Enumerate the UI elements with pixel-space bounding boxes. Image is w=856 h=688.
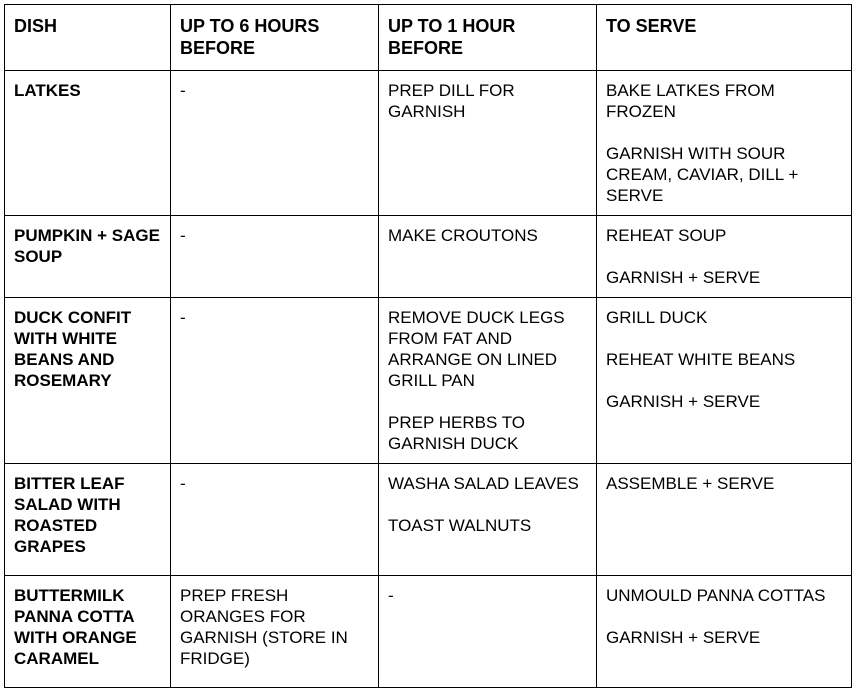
table-row bbox=[5, 576, 852, 688]
task-text: GARNISH + SERVE bbox=[606, 392, 761, 411]
column-header-up-to-6-hours: UP TO 6 HOURS BEFORE bbox=[171, 5, 379, 71]
task-text: REHEAT SOUP bbox=[606, 226, 727, 245]
column-header-to-serve: TO SERVE bbox=[597, 5, 852, 71]
task-text: MAKE CROUTONS bbox=[388, 226, 538, 245]
dish-cell: BITTER LEAF SALAD WITH ROASTED GRAPES bbox=[5, 464, 171, 576]
up-to-6-hours-cell bbox=[171, 576, 379, 688]
task-text: - bbox=[180, 226, 186, 245]
task-text: PREP FRESH ORANGES FOR GARNISH (STORE IN FRIDGE) bbox=[180, 586, 348, 668]
column-header-up-to-1-hour: UP TO 1 HOUR BEFORE bbox=[379, 5, 597, 71]
task-text: GARNISH WITH SOUR CREAM, CAVIAR, DILL + SERVE bbox=[606, 144, 799, 205]
to-serve-cell bbox=[597, 576, 852, 688]
task-text: PREP HERBS TO GARNISH DUCK bbox=[388, 413, 525, 453]
up-to-1-hour-cell bbox=[379, 298, 597, 464]
up-to-6-hours-cell bbox=[171, 298, 379, 464]
task-text: - bbox=[180, 81, 186, 100]
dish-cell: LATKES bbox=[5, 71, 171, 216]
table-row bbox=[5, 298, 852, 464]
task-text: ASSEMBLE + SERVE bbox=[606, 474, 775, 493]
up-to-1-hour-cell bbox=[379, 71, 597, 216]
task-text: REMOVE DUCK LEGS FROM FAT AND ARRANGE ON LINED GRILL PAN bbox=[388, 308, 565, 390]
to-serve-cell bbox=[597, 216, 852, 298]
task-text: GRILL DUCK bbox=[606, 308, 708, 327]
up-to-1-hour-cell bbox=[379, 216, 597, 298]
task-text: PREP DILL FOR GARNISH bbox=[388, 81, 515, 121]
table-row bbox=[5, 216, 852, 298]
dish-cell: DUCK CONFIT WITH WHITE BEANS AND ROSEMARY bbox=[5, 298, 171, 464]
task-text: TOAST WALNUTS bbox=[388, 516, 532, 535]
up-to-6-hours-cell bbox=[171, 216, 379, 298]
task-text: REHEAT WHITE BEANS bbox=[606, 350, 796, 369]
to-serve-cell bbox=[597, 464, 852, 576]
dish-cell: PUMPKIN + SAGE SOUP bbox=[5, 216, 171, 298]
column-header-dish: DISH bbox=[5, 5, 171, 71]
task-text: - bbox=[388, 586, 394, 605]
task-text: GARNISH + SERVE bbox=[606, 628, 761, 647]
up-to-1-hour-cell bbox=[379, 464, 597, 576]
to-serve-cell bbox=[597, 71, 852, 216]
header-row bbox=[5, 5, 852, 71]
task-text: GARNISH + SERVE bbox=[606, 268, 761, 287]
prep-schedule-table bbox=[4, 4, 852, 688]
dish-cell: BUTTERMILK PANNA COTTA WITH ORANGE CARAMEL bbox=[5, 576, 171, 688]
task-text: BAKE LATKES FROM FROZEN bbox=[606, 81, 775, 121]
task-text: - bbox=[180, 474, 186, 493]
up-to-1-hour-cell bbox=[379, 576, 597, 688]
table-row bbox=[5, 71, 852, 216]
task-text: UNMOULD PANNA COTTAS bbox=[606, 586, 826, 605]
up-to-6-hours-cell bbox=[171, 71, 379, 216]
task-text: WASHA SALAD LEAVES bbox=[388, 474, 579, 493]
table-row bbox=[5, 464, 852, 576]
task-text: - bbox=[180, 308, 186, 327]
to-serve-cell bbox=[597, 298, 852, 464]
up-to-6-hours-cell bbox=[171, 464, 379, 576]
